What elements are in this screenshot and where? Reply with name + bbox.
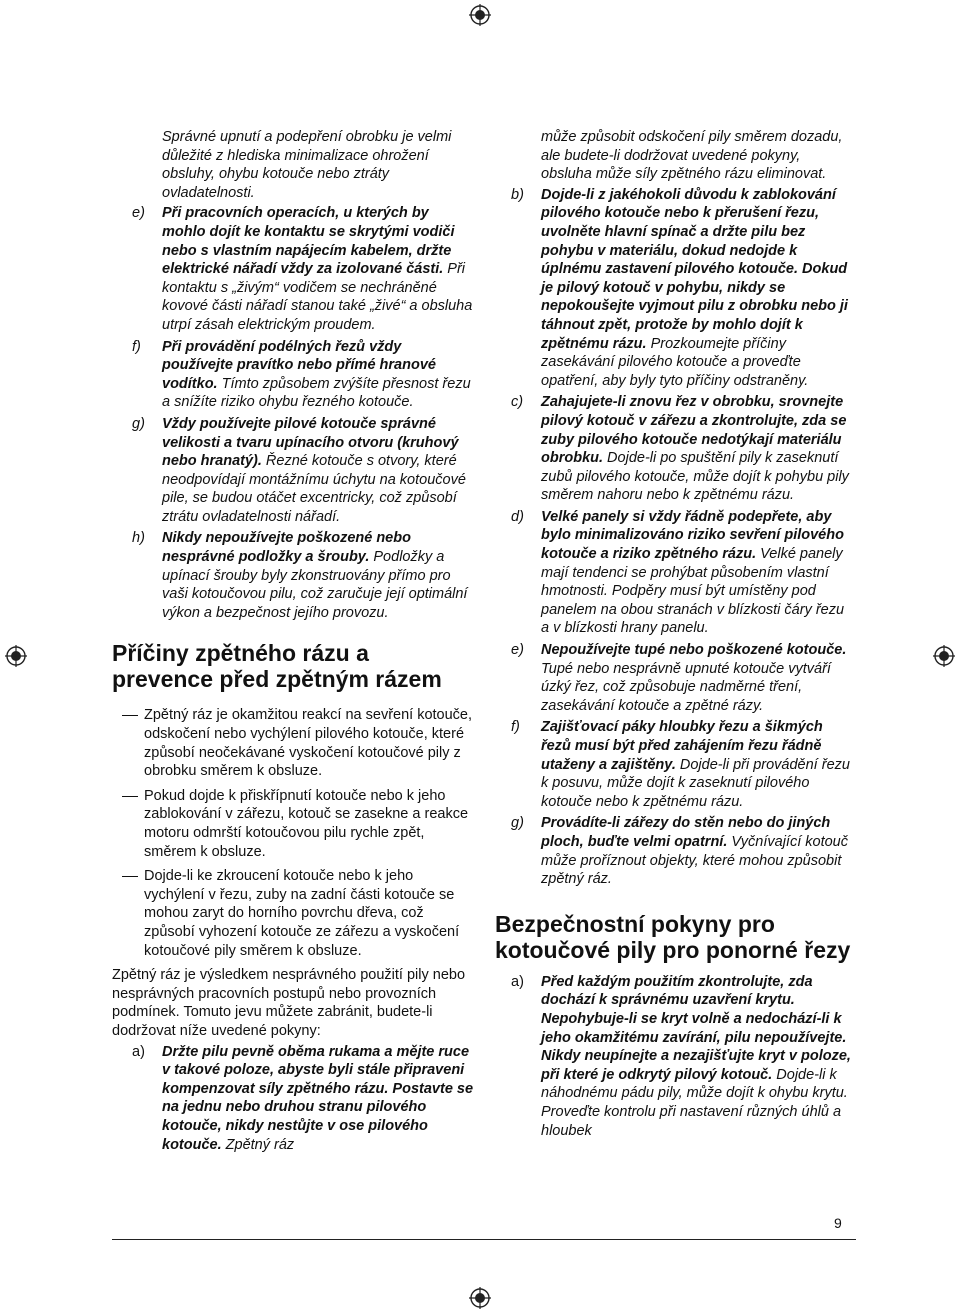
registration-mark-icon	[5, 645, 27, 667]
dash-text: Dojde-li ke zkroucení kotouče nebo k jeho vychýlení v řezu, zuby na zadní části kotouče se mohou zaryt do horního povrchu dřeva, což způsobí vyhození kotouče ze zářezu a vyskočení kotoučové pily směrem k obsluze.	[144, 868, 460, 959]
list-label: e)	[132, 205, 145, 222]
dash-item	[112, 706, 474, 780]
list-item	[495, 718, 855, 811]
body-paragraph: Zpětný ráz je výsledkem nesprávného použití pily nebo nesprávných pracovních postupů nebo provozních podmínek. Tomuto jevu můžete zabránit, budete-li dodržovat níže uvedené pokyny:	[112, 967, 466, 1039]
list-label: a)	[132, 1043, 145, 1060]
list-bold-text: Držte pilu pevně oběma rukama a mějte ruce v takové poloze, abyste byli stále připraveni kompenzovat síly zpětného rázu. Postavte se na jednu nebo druhou stranu pilového kotouče, nikdy nestůjte v ose pilového kotouče.	[162, 1043, 474, 1153]
registration-mark-icon	[933, 645, 955, 667]
right-column	[495, 128, 855, 1143]
list-item	[112, 338, 474, 412]
list-item	[495, 814, 855, 888]
list-text: Velké panely mají tendenci se prohýbat působením vlastní hmotnosti. Podpěry musí být umístěny pod panelem na obou stranách v blízkosti čáry řezu a v blízkosti hrany panelu.	[541, 546, 845, 637]
list-label: a)	[511, 973, 524, 990]
list-bold-text: Při pracovních operacích, u kterých by mohlo dojít ke kontaktu se skrytými vodiči nebo s vlastním napájecím kabelem, držte elektrické nářadí vždy za izolované části.	[162, 205, 455, 278]
dash-mark	[122, 715, 138, 716]
list-item	[112, 204, 474, 334]
list-label: h)	[132, 530, 145, 547]
dash-mark	[122, 876, 138, 877]
list-bold-text: Dojde-li z jakéhokoli důvodu k zablokování pilového kotouče nebo k přerušení řezu, uvolněte hlavní spínač a držte pilu bez pohybu v materiálu, dokud nedojde k úplnému zastavení pilového kotouče. Dokud je pilový kotouč v pohybu, nikdy se nepokoušejte vyjmout pilu z obrobku nebo ji táhnout zpět, protože by mohlo dojít k zpětnému rázu.	[541, 186, 848, 352]
footer-divider	[112, 1239, 856, 1240]
registration-mark-icon	[469, 1287, 491, 1309]
list-item	[495, 508, 855, 638]
list-item	[495, 186, 855, 391]
list-bold-text: Vždy používejte pilové kotouče správné velikosti a tvaru upínacího otvoru (kruhový nebo hranatý).	[162, 415, 459, 470]
dash-text: Pokud dojde k přiskřípnutí kotouče nebo k jeho zablokování v zářezu, kotouč se zasekne a reakce motoru odmrští kotoučovou pilu rychle zpět, směrem k obsluze.	[144, 787, 469, 860]
section-heading: Příčiny zpětného rázu a prevence před zpětným rázem	[112, 640, 442, 693]
list-item	[112, 1043, 474, 1155]
list-item	[495, 973, 855, 1140]
list-bold-text: Před každým použitím zkontrolujte, zda dochází k správnému uzavření krytu. Nepohybuje-li se kryt volně a nedochází-li k jeho okamžitému zavírání, pilu nepoužívejte. Nikdy neupínejte a nezajišťujte kryt v poloze, při které je odkrytý pilový kotouč.	[541, 973, 851, 1083]
section-heading: Bezpečnostní pokyny pro kotoučové pily pro ponorné řezy	[495, 910, 851, 963]
list-item	[495, 393, 855, 505]
list-label: c)	[511, 394, 524, 411]
registration-mark-icon	[469, 4, 491, 26]
list-text: Při kontaktu s „živým“ vodičem se nechráněné kovové části nářadí stanou také „živé“ a obsluha utrpí zásah elektrickým proudem.	[162, 261, 473, 333]
list-bold-text: Při provádění podélných řezů vždy používejte pravítko nebo přímé hranové vodítko.	[162, 338, 436, 392]
list-bold-text: Velké panely si vždy řádně podepřete, aby bylo minimalizováno riziko sevření pilového kotouče a riziko zpětného rázu.	[541, 508, 844, 563]
list-bold-text: Nikdy nepoužívejte poškozené nebo nesprávné podložky a šrouby.	[162, 530, 411, 566]
list-text: Dojde-li po spuštění pily k zaseknutí zubů pilového kotouče, může dojít k pohybu pily směrem nahoru nebo k zpětnému rázu.	[541, 450, 849, 504]
list-text: Dojde-li při provádění řezu k posuvu, může dojít k zaseknutí pilového kotouče nebo k zpětnému rázu.	[541, 756, 850, 810]
list-label: f)	[511, 719, 520, 736]
list-text: Podložky a upínací šrouby byly zkonstruovány přímo pro vaši kotoučovou pilu, což zaručuje její optimální výkon a bezpečnost jejího provozu.	[162, 549, 468, 621]
dash-text: Zpětný ráz je okamžitou reakcí na sevření kotouče, odskočení nebo vychýlení pilového kotouče, které způsobí neočekávané vyskočení kotoučové pily z obrobku směrem k obsluze.	[144, 707, 473, 780]
list-item	[112, 529, 474, 622]
list-text: Tímto způsobem zvýšíte přesnost řezu a snížíte riziko ohybu řezného kotouče.	[162, 375, 471, 411]
list-bold-text: Zahajujete-li znovu řez v obrobku, srovnejte pilový kotouč v zářezu a zkontrolujte, zda se zuby pilového kotouče nedotýkají materiálu obrobku.	[541, 394, 847, 467]
list-text: Prozkoumejte příčiny zasekávání pilového kotouče a proveďte opatření, aby byly tyto příčiny odstraněny.	[541, 335, 809, 389]
list-label: g)	[132, 415, 145, 432]
intro-paragraph: Správné upnutí a podepření obrobku je velmi důležité z hlediska minimalizace ohrožení obsluhy, ohybu kotouče nebo ztráty ovladatelnosti.	[162, 129, 452, 201]
page-number: 9	[834, 1215, 842, 1231]
list-label: g)	[511, 815, 524, 832]
list-text: Tupé nebo nesprávně upnuté kotouče vytváří úzký řez, což způsobuje nadměrné tření, zasekávání kotouče a zpětné rázy.	[541, 660, 831, 714]
continued-paragraph: může způsobit odskočení pily směrem dozadu, ale budete-li dodržovat uvedené pokyny, obsluha může síly zpětného rázu eliminovat.	[541, 129, 843, 183]
list-bold-text: Provádíte-li zářezy do stěn nebo do jiných ploch, buďte velmi opatrní.	[541, 815, 831, 850]
list-text: Dojde-li k náhodnému pádu pily, může dojít k ohybu krytu. Proveďte kontrolu při nastavení různých úhlů a hloubek	[541, 1066, 848, 1139]
list-text: Řezné kotouče s otvory, které neodpovídají montážnímu úchytu na kotoučové pile, se budou otáčet excentricky, což způsobí ztrátu ovladatelnosti nářadí.	[162, 453, 466, 525]
list-bold-text: Nepoužívejte tupé nebo poškozené kotouče.	[541, 642, 847, 659]
dash-item	[112, 867, 474, 960]
list-bold-text: Zajišťovací páky hloubky řezu a šikmých řezů musí být před zahájením řezu řádně utaženy a zajištěny.	[541, 719, 823, 773]
list-text: Vyčnívající kotouč může proříznout objekty, které mohou způsobit zpětný ráz.	[541, 833, 848, 888]
list-label: e)	[511, 642, 524, 659]
dash-mark	[122, 796, 138, 797]
left-column	[112, 128, 474, 1157]
list-label: f)	[132, 338, 141, 355]
list-label: d)	[511, 508, 524, 525]
list-item	[112, 415, 474, 527]
list-label: b)	[511, 186, 524, 203]
list-text: Zpětný ráz	[221, 1136, 295, 1153]
list-item	[495, 641, 855, 715]
dash-item	[112, 787, 474, 861]
